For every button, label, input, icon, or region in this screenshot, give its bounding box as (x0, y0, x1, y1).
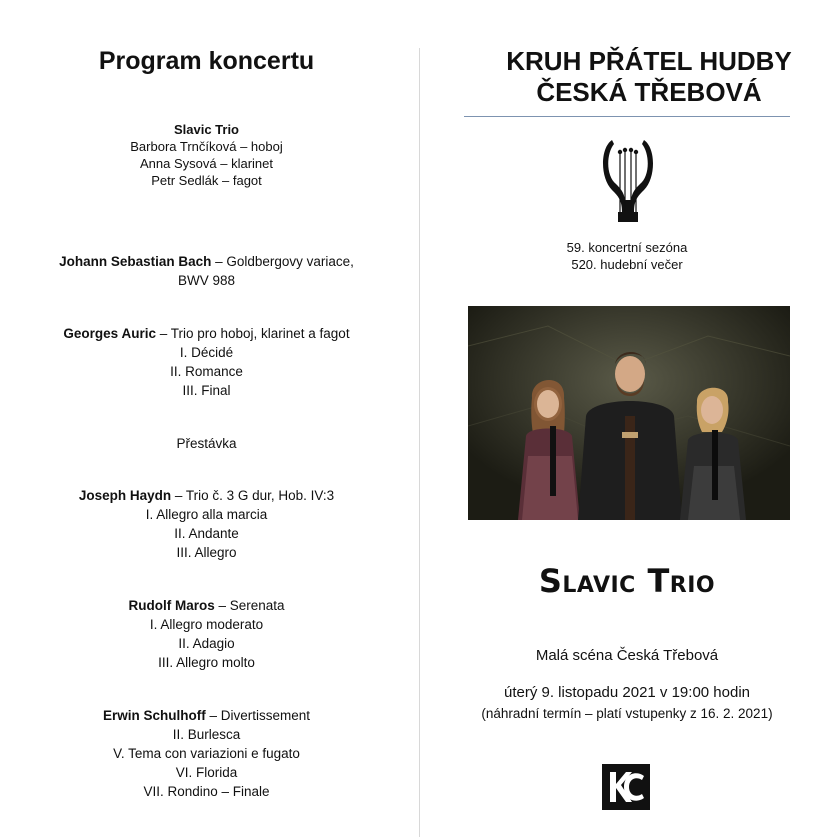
movement: BWV 988 (177, 273, 236, 288)
program-page (0, 0, 417, 837)
piece-maros (0, 596, 413, 672)
movement: II. Romance (170, 364, 243, 379)
org-line-2: ČESKÁ TŘEBOVÁ (536, 77, 762, 107)
movement: II. Adagio (178, 636, 235, 651)
work-title: – Goldbergovy variace, (211, 254, 354, 269)
evening-number: 520. hudební večer (571, 257, 683, 272)
intermission: Přestávka (176, 436, 237, 451)
composer: Joseph Haydn (78, 488, 172, 503)
work-title: – Trio pro hoboj, klarinet a fagot (155, 326, 350, 341)
performer: Anna Sysová – klarinet (140, 156, 273, 171)
ensemble-photo (468, 306, 790, 520)
organization-title (464, 46, 834, 108)
movement: VI. Florida (175, 765, 238, 780)
movement: V. Tema con variazioni e fugato (113, 746, 300, 761)
work-title: – Trio č. 3 G dur, Hob. IV:3 (171, 488, 335, 503)
program-title: Program koncertu (98, 47, 315, 75)
title-rule (464, 116, 790, 117)
composer: Erwin Schulhoff (102, 708, 206, 723)
ensemble-name: Slavic Trio (173, 122, 240, 137)
venue: Malá scéna Česká Třebová (535, 647, 719, 664)
movement: I. Allegro moderato (149, 617, 264, 632)
movement: II. Andante (174, 526, 239, 541)
movement: III. Allegro molto (158, 655, 255, 670)
lyre-icon (598, 138, 658, 224)
ensemble-photo-image (468, 306, 790, 520)
kc-logo-icon (602, 764, 650, 810)
concert-date: úterý 9. listopadu 2021 v 19:00 hodin (503, 684, 750, 701)
ensemble-title: Slavic Trio (538, 562, 716, 600)
composer: Georges Auric (63, 326, 156, 341)
season-number: 59. koncertní sezóna (566, 240, 688, 255)
movement: I. Allegro alla marcia (145, 507, 268, 522)
movement: III. Allegro (176, 545, 237, 560)
work-title: – Serenata (214, 598, 285, 613)
cover-page (420, 0, 835, 837)
org-line-1: KRUH PŘÁTEL HUDBY (506, 46, 792, 76)
composer: Johann Sebastian Bach (59, 254, 212, 269)
replacement-note: (náhradní termín – platí vstupenky z 16. 2. 2021) (481, 706, 773, 721)
piece-haydn (0, 486, 413, 562)
performer: Barbora Trnčíková – hoboj (130, 139, 283, 154)
work-title: – Divertissement (205, 708, 311, 723)
movement: II. Burlesca (172, 727, 241, 742)
piece-bach (0, 252, 413, 290)
performers-block (0, 121, 413, 189)
movement: I. Décidé (179, 345, 234, 360)
piece-auric (0, 324, 413, 400)
movement: VII. Rondino – Finale (143, 784, 270, 799)
piece-schulhoff (0, 706, 413, 801)
performer: Petr Sedlák – fagot (151, 173, 262, 188)
composer: Rudolf Maros (128, 598, 215, 613)
movement: III. Final (182, 383, 231, 398)
season-info (464, 239, 790, 273)
